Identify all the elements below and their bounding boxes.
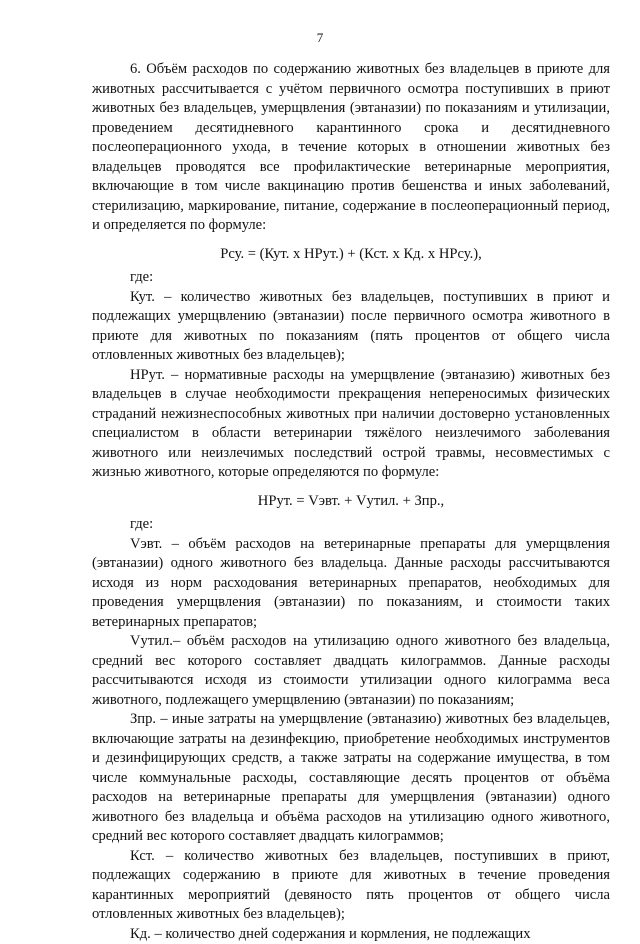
where-label: где: — [92, 268, 610, 288]
definition-zpr: Зпр. – иные затраты на умерщвление (эвтаназию) животных без владельцев, включающие затраты на дезинфекцию, приобретение необходимых инструментов и дезинфицирующих средств, а также затраты на содержание имущества, в том числе коммунальные расходы, составляющие десять процентов от объёма расходов на ветеринарные препараты для умерщвления (эвтаназии) одного животного без владельца и объёма расходов на утилизацию одного животного, средний вес которого составляет двадцать килограммов; — [92, 710, 610, 847]
formula-nrut: НРут. = Vэвт. + Vутил. + Зпр., — [92, 492, 610, 512]
paragraph-expense-volume: 6. Объём расходов по содержанию животных без владельцев в приюте для животных рассчитывается с учётом первичного осмотра поступивших в приют животных без владельцев, умерщвления (эвтаназии) по показаниям и утилизации, проведением десятидневного карантинного срока и десятидневного послеоперационного ухода, в течение которых в отношении животных без владельцев проводятся все профилактические ветеринарные мероприятия, включающие в том числе вакцинацию против бешенства и иных заболеваний, стерилизацию, маркирование, питание, содержание в послеоперационный период, и определяется по формуле: — [92, 60, 610, 236]
definition-kd: Кд. – количество дней содержания и кормления, не подлежащих — [92, 925, 610, 944]
page-number: 7 — [0, 30, 640, 46]
definition-vutil: Vутил.– объём расходов на утилизацию одного животного без владельца, средний вес которого составляет двадцать килограммов. Данные расходы рассчитываются исходя из стоимости утилизации одного килограмма веса животного, подлежащего умерщвлению (эвтаназии) по показаниям; — [92, 632, 610, 710]
definition-kst: Кст. – количество животных без владельцев, поступивших в приют, подлежащих содержанию в приюте для животных в течение проведения карантинных мероприятий (девяносто пять процентов от общего числа отловленных животных без владельцев); — [92, 847, 610, 925]
definition-nrut: НРут. – нормативные расходы на умерщвление (эвтаназию) животных без владельцев в случае необходимости прекращения непереносимых физических страданий нежизнеспособных животных при наличии достоверно установленных специалистом в области ветеринарии тяжёлого неизлечимого заболевания животного или неизлечимых последствий острой травмы, несовместимых с жизнью животного, которые определяются по формуле: — [92, 366, 610, 483]
definition-veut: Vэвт. – объём расходов на ветеринарные препараты для умерщвления (эвтаназии) одного животного без владельца. Данные расходы рассчитываются исходя из норм расходования ветеринарных препаратов, необходимых для проведения умерщвления (эвтаназии) по показаниям, и стоимости таких ветеринарных препаратов; — [92, 535, 610, 633]
document-body — [92, 60, 610, 944]
where-label-2: где: — [92, 515, 610, 535]
definition-kut: Кут. – количество животных без владельцев, поступивших в приют и подлежащих умерщвлению (эвтаназии) после первичного осмотра животного в приюте для животных по показаниям (пять процентов от общего числа отловленных животных без владельцев); — [92, 288, 610, 366]
formula-rsu: Рсу. = (Кут. х НРут.) + (Кст. х Кд. х НРсу.), — [92, 245, 610, 265]
